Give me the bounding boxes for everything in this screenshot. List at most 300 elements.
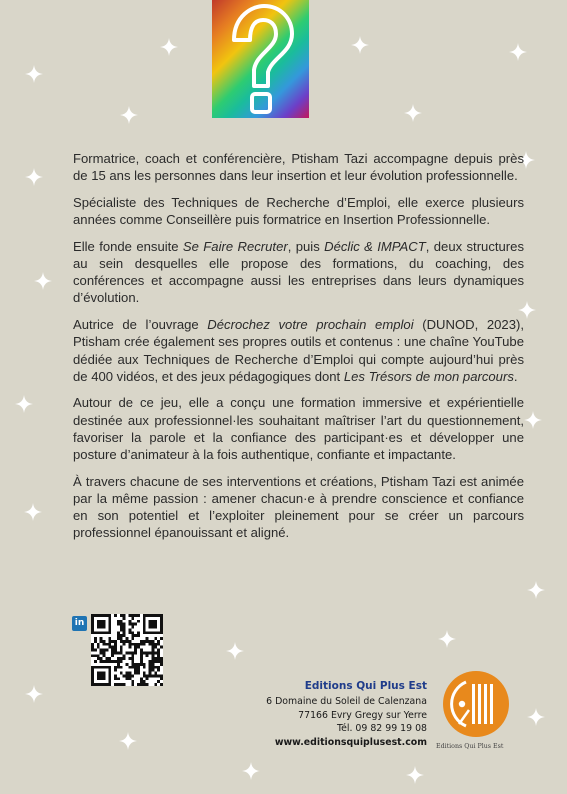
qr-module bbox=[117, 663, 120, 666]
sparkle-icon bbox=[25, 65, 43, 83]
qr-module bbox=[143, 626, 146, 629]
qr-module bbox=[114, 646, 117, 649]
qr-module bbox=[128, 643, 131, 646]
qr-module bbox=[100, 623, 103, 626]
qr-module bbox=[91, 649, 94, 652]
qr-module bbox=[128, 674, 131, 677]
qr-module bbox=[160, 626, 163, 629]
qr-module bbox=[114, 660, 117, 663]
qr-module bbox=[97, 672, 100, 675]
qr-module bbox=[131, 617, 134, 620]
bio-text: . bbox=[513, 368, 518, 384]
qr-module bbox=[137, 663, 140, 666]
qr-module bbox=[100, 620, 103, 623]
qr-module bbox=[157, 614, 160, 617]
qr-module bbox=[91, 683, 94, 686]
publisher-name: Editions Qui Plus Est bbox=[304, 680, 427, 692]
qr-module bbox=[149, 614, 152, 617]
game-title: Les Trésors de mon parcours bbox=[343, 368, 514, 384]
qr-module bbox=[157, 669, 160, 672]
qr-module bbox=[117, 631, 120, 634]
qr-module bbox=[114, 683, 117, 686]
qr-module bbox=[140, 660, 143, 663]
qr-module bbox=[97, 614, 100, 617]
qr-module bbox=[151, 657, 154, 660]
qr-module bbox=[149, 666, 152, 669]
qr-module bbox=[128, 646, 131, 649]
qr-module bbox=[154, 643, 157, 646]
qr-module bbox=[146, 651, 149, 654]
qr-module bbox=[91, 654, 94, 657]
qr-module bbox=[140, 677, 143, 680]
qr-module bbox=[100, 626, 103, 629]
qr-module bbox=[123, 640, 126, 643]
bio-text: (DUNOD, 2023), Ptisham crée également ses propres outils et contenus : une chaîne YouTube dédiée aux Techniques de Recherche d’Emploi qui compte aujourd’hui près de 400 vidéos, et des jeux pédagogiques dont bbox=[73, 317, 524, 384]
qr-module bbox=[157, 657, 160, 660]
sparkle-icon bbox=[438, 630, 456, 648]
qr-module bbox=[105, 643, 108, 646]
qr-module bbox=[120, 657, 123, 660]
qr-module bbox=[134, 643, 137, 646]
qr-module bbox=[154, 657, 157, 660]
qr-module bbox=[97, 643, 100, 646]
qr-module bbox=[91, 646, 94, 649]
bio-text: , puis bbox=[287, 238, 325, 254]
qr-module bbox=[154, 614, 157, 617]
qr-module bbox=[91, 626, 94, 629]
qr-module bbox=[154, 637, 157, 640]
qr-module bbox=[151, 643, 154, 646]
sparkle-icon bbox=[119, 732, 137, 750]
qr-module bbox=[91, 628, 94, 631]
qr-module bbox=[108, 620, 111, 623]
qr-module bbox=[151, 646, 154, 649]
qr-module bbox=[114, 674, 117, 677]
qr-module bbox=[137, 669, 140, 672]
qr-module bbox=[143, 672, 146, 675]
qr-module bbox=[149, 663, 152, 666]
qr-module bbox=[149, 669, 152, 672]
qr-module bbox=[128, 640, 131, 643]
publisher-phone: Tél. 09 82 99 19 08 bbox=[336, 723, 427, 734]
qr-module bbox=[120, 637, 123, 640]
qr-module bbox=[131, 657, 134, 660]
publisher-address-line-1: 6 Domaine du Soleil de Calenzana bbox=[266, 696, 427, 707]
qr-module bbox=[128, 631, 131, 634]
qr-module bbox=[131, 674, 134, 677]
qr-module bbox=[131, 637, 134, 640]
qr-module bbox=[143, 640, 146, 643]
qr-module bbox=[157, 674, 160, 677]
qr-module bbox=[91, 674, 94, 677]
qr-module bbox=[134, 651, 137, 654]
qr-module bbox=[131, 680, 134, 683]
qr-module bbox=[94, 649, 97, 652]
qr-module bbox=[100, 666, 103, 669]
qr-module bbox=[91, 617, 94, 620]
qr-module bbox=[108, 614, 111, 617]
sparkle-icon bbox=[404, 104, 422, 122]
qr-module bbox=[103, 654, 106, 657]
qr-module bbox=[114, 651, 117, 654]
sparkle-icon bbox=[15, 395, 33, 413]
qr-module bbox=[143, 680, 146, 683]
qr-module bbox=[100, 631, 103, 634]
qr-module bbox=[123, 617, 126, 620]
qr-module bbox=[114, 669, 117, 672]
qr-module bbox=[131, 683, 134, 686]
qr-module bbox=[91, 623, 94, 626]
qr-module bbox=[131, 666, 134, 669]
qr-module bbox=[120, 640, 123, 643]
qr-module bbox=[157, 654, 160, 657]
qr-module bbox=[111, 640, 114, 643]
qr-module bbox=[120, 660, 123, 663]
qr-module bbox=[120, 651, 123, 654]
qr-module bbox=[117, 637, 120, 640]
qr-module bbox=[103, 626, 106, 629]
book-title: Décrochez votre prochain emploi bbox=[207, 317, 414, 333]
sparkle-icon bbox=[351, 36, 369, 54]
qr-module bbox=[151, 631, 154, 634]
publisher-website[interactable]: www.editionsquiplusest.com bbox=[274, 736, 427, 748]
qr-module bbox=[128, 651, 131, 654]
qr-module bbox=[143, 617, 146, 620]
bio-text: Autrice de l’ouvrage bbox=[73, 317, 208, 333]
qr-module bbox=[154, 646, 157, 649]
qr-module bbox=[123, 654, 126, 657]
qr-module bbox=[108, 626, 111, 629]
qr-module bbox=[94, 683, 97, 686]
qr-module bbox=[100, 649, 103, 652]
qr-module bbox=[114, 643, 117, 646]
qr-module bbox=[108, 674, 111, 677]
company-name: Déclic & IMPACT bbox=[324, 238, 426, 254]
qr-module bbox=[94, 640, 97, 643]
publisher-info bbox=[266, 680, 427, 749]
qr-module bbox=[131, 614, 134, 617]
qr-module bbox=[131, 654, 134, 657]
qr-module bbox=[143, 620, 146, 623]
qr-module bbox=[151, 660, 154, 663]
qr-module bbox=[91, 614, 94, 617]
qr-module bbox=[131, 634, 134, 637]
qr-module bbox=[111, 660, 114, 663]
qr-module bbox=[146, 640, 149, 643]
qr-module bbox=[160, 614, 163, 617]
qr-module bbox=[97, 654, 100, 657]
qr-module bbox=[108, 646, 111, 649]
qr-module bbox=[94, 637, 97, 640]
qr-module bbox=[154, 631, 157, 634]
qr-module bbox=[160, 637, 163, 640]
qr-module bbox=[94, 660, 97, 663]
qr-module bbox=[140, 651, 143, 654]
sparkle-icon bbox=[527, 708, 545, 726]
qr-module bbox=[97, 677, 100, 680]
qr-module bbox=[105, 614, 108, 617]
qr-module bbox=[97, 657, 100, 660]
qr-module bbox=[100, 657, 103, 660]
sparkle-icon bbox=[524, 411, 542, 429]
qr-module bbox=[111, 649, 114, 652]
qr-module bbox=[128, 677, 131, 680]
question-mark-icon bbox=[212, 0, 309, 118]
qr-module bbox=[97, 646, 100, 649]
qr-module bbox=[151, 640, 154, 643]
qr-module bbox=[108, 643, 111, 646]
qr-module bbox=[143, 631, 146, 634]
qr-module bbox=[151, 626, 154, 629]
qr-module bbox=[126, 651, 129, 654]
qr-module bbox=[146, 637, 149, 640]
qr-module bbox=[100, 677, 103, 680]
qr-module bbox=[140, 683, 143, 686]
qr-module bbox=[123, 631, 126, 634]
qr-module bbox=[154, 660, 157, 663]
qr-module bbox=[146, 631, 149, 634]
qr-module bbox=[105, 657, 108, 660]
qr-module bbox=[114, 640, 117, 643]
qr-module bbox=[143, 614, 146, 617]
qr-module bbox=[160, 631, 163, 634]
qr-module bbox=[149, 620, 152, 623]
qr-module bbox=[157, 631, 160, 634]
qr-module bbox=[123, 643, 126, 646]
qr-module bbox=[103, 674, 106, 677]
qr-module bbox=[108, 637, 111, 640]
qr-module bbox=[103, 643, 106, 646]
qr-module bbox=[160, 620, 163, 623]
bio-paragraph-4 bbox=[73, 316, 524, 385]
qr-module bbox=[108, 617, 111, 620]
sparkle-icon bbox=[160, 38, 178, 56]
qr-module bbox=[137, 620, 140, 623]
qr-module bbox=[91, 677, 94, 680]
qr-module bbox=[120, 649, 123, 652]
publisher-logo-icon bbox=[442, 670, 510, 738]
qr-module bbox=[103, 631, 106, 634]
sparkle-icon bbox=[24, 503, 42, 521]
qr-module bbox=[120, 646, 123, 649]
qr-module bbox=[149, 643, 152, 646]
qr-module bbox=[160, 683, 163, 686]
bio-paragraph-5: Autour de ce jeu, elle a conçu une formation immersive et expérientielle destinée aux professionnel·les souhaitant maîtriser l’art du questionnement, favoriser la parole et la confiance des participant·es et développer une posture d’animateur à la fois authentique, confiante et impactante. bbox=[73, 395, 524, 463]
qr-module bbox=[117, 666, 120, 669]
qr-module bbox=[134, 672, 137, 675]
qr-module bbox=[117, 623, 120, 626]
qr-module bbox=[151, 623, 154, 626]
qr-module bbox=[160, 657, 163, 660]
qr-module bbox=[137, 646, 140, 649]
qr-module bbox=[108, 640, 111, 643]
qr-module bbox=[91, 669, 94, 672]
qr-module bbox=[100, 674, 103, 677]
qr-module bbox=[94, 654, 97, 657]
qr-module bbox=[108, 669, 111, 672]
qr-module bbox=[123, 614, 126, 617]
qr-module bbox=[149, 623, 152, 626]
qr-module bbox=[108, 680, 111, 683]
qr-module bbox=[120, 628, 123, 631]
qr-module bbox=[128, 614, 131, 617]
qr-module bbox=[108, 631, 111, 634]
qr-module bbox=[114, 677, 117, 680]
qr-module bbox=[128, 628, 131, 631]
qr-module bbox=[94, 631, 97, 634]
qr-module bbox=[160, 628, 163, 631]
qr-module bbox=[128, 657, 131, 660]
qr-module bbox=[131, 631, 134, 634]
qr-module bbox=[103, 666, 106, 669]
qr-module bbox=[157, 649, 160, 652]
bio-text: Elle fonde ensuite bbox=[73, 238, 183, 254]
qr-module bbox=[137, 634, 140, 637]
author-biography bbox=[73, 150, 524, 551]
qr-module bbox=[103, 623, 106, 626]
qr-module bbox=[131, 623, 134, 626]
qr-module bbox=[149, 651, 152, 654]
qr-module bbox=[105, 683, 108, 686]
qr-module bbox=[157, 680, 160, 683]
qr-module bbox=[117, 677, 120, 680]
qr-module bbox=[91, 643, 94, 646]
qr-module bbox=[134, 649, 137, 652]
qr-module bbox=[134, 623, 137, 626]
sparkle-icon bbox=[527, 581, 545, 599]
qr-module bbox=[134, 666, 137, 669]
qr-module bbox=[140, 643, 143, 646]
qr-module bbox=[123, 626, 126, 629]
bio-paragraph-1: Formatrice, coach et conférencière, Ptisham Tazi accompagne depuis près de 15 ans les personnes dans leur insertion et leur évolution professionnelle. bbox=[73, 151, 524, 184]
qr-module bbox=[131, 663, 134, 666]
qr-module bbox=[91, 666, 94, 669]
qr-module bbox=[105, 660, 108, 663]
qr-module bbox=[117, 660, 120, 663]
qr-module bbox=[151, 614, 154, 617]
qr-module bbox=[120, 623, 123, 626]
sparkle-icon bbox=[226, 642, 244, 660]
qr-module bbox=[108, 660, 111, 663]
qr-module bbox=[160, 663, 163, 666]
sparkle-icon bbox=[509, 43, 527, 61]
question-mark-graphic bbox=[212, 0, 309, 118]
sparkle-icon bbox=[34, 272, 52, 290]
qr-module bbox=[105, 631, 108, 634]
qr-module bbox=[160, 646, 163, 649]
qr-module bbox=[91, 680, 94, 683]
qr-module bbox=[128, 620, 131, 623]
qr-module bbox=[151, 620, 154, 623]
qr-module bbox=[140, 663, 143, 666]
qr-module bbox=[123, 634, 126, 637]
qr-module bbox=[111, 646, 114, 649]
qr-module bbox=[140, 657, 143, 660]
qr-module bbox=[100, 637, 103, 640]
qr-module bbox=[154, 683, 157, 686]
qr-module bbox=[100, 640, 103, 643]
qr-module bbox=[154, 626, 157, 629]
qr-module bbox=[91, 672, 94, 675]
qr-module bbox=[111, 654, 114, 657]
qr-module bbox=[117, 683, 120, 686]
qr-module bbox=[151, 666, 154, 669]
qr-module bbox=[146, 654, 149, 657]
qr-module bbox=[97, 674, 100, 677]
qr-module bbox=[157, 640, 160, 643]
bio-paragraph-2: Spécialiste des Techniques de Recherche d’Emploi, elle exerce plusieurs années comme Conseillère puis formatrice en Insertion Professionnelle. bbox=[73, 194, 524, 228]
qr-module bbox=[140, 654, 143, 657]
qr-module bbox=[137, 614, 140, 617]
qr-module bbox=[126, 663, 129, 666]
bio-paragraph-3 bbox=[73, 238, 524, 307]
qr-module bbox=[103, 660, 106, 663]
qr-module bbox=[126, 674, 129, 677]
qr-module bbox=[137, 683, 140, 686]
qr-module bbox=[128, 623, 131, 626]
qr-module bbox=[108, 683, 111, 686]
qr-module bbox=[143, 683, 146, 686]
qr-module bbox=[157, 651, 160, 654]
sparkle-icon bbox=[25, 685, 43, 703]
qr-module bbox=[120, 634, 123, 637]
qr-module bbox=[146, 683, 149, 686]
qr-module bbox=[157, 666, 160, 669]
qr-code[interactable] bbox=[91, 614, 163, 686]
qr-module bbox=[108, 677, 111, 680]
qr-module bbox=[143, 623, 146, 626]
sparkle-icon bbox=[25, 168, 43, 186]
qr-module bbox=[114, 649, 117, 652]
qr-module bbox=[97, 626, 100, 629]
qr-module bbox=[134, 669, 137, 672]
qr-module bbox=[94, 614, 97, 617]
bio-text: , deux structures au sein desquelles elle propose des formations, du coaching, des conférences et accompagne aussi les entreprises dans leurs dynamiques d’évolution. bbox=[73, 238, 524, 306]
qr-module bbox=[140, 680, 143, 683]
qr-module bbox=[137, 666, 140, 669]
qr-module bbox=[151, 674, 154, 677]
qr-module bbox=[108, 623, 111, 626]
qr-module bbox=[131, 660, 134, 663]
qr-module bbox=[154, 672, 157, 675]
qr-module bbox=[126, 672, 129, 675]
qr-module bbox=[108, 657, 111, 660]
qr-module bbox=[100, 672, 103, 675]
linkedin-icon[interactable]: in bbox=[72, 616, 87, 631]
qr-module bbox=[120, 683, 123, 686]
qr-module bbox=[120, 626, 123, 629]
qr-module bbox=[105, 649, 108, 652]
qr-module bbox=[146, 674, 149, 677]
qr-module bbox=[154, 651, 157, 654]
qr-module bbox=[97, 666, 100, 669]
qr-module bbox=[131, 626, 134, 629]
qr-module bbox=[103, 683, 106, 686]
qr-module bbox=[131, 643, 134, 646]
qr-module bbox=[149, 640, 152, 643]
qr-module bbox=[134, 663, 137, 666]
qr-module bbox=[108, 666, 111, 669]
qr-module bbox=[103, 649, 106, 652]
qr-module bbox=[143, 628, 146, 631]
qr-module bbox=[117, 634, 120, 637]
qr-module bbox=[157, 643, 160, 646]
company-name: Se Faire Recruter bbox=[182, 238, 288, 254]
qr-module bbox=[151, 649, 154, 652]
qr-module bbox=[94, 666, 97, 669]
qr-module bbox=[134, 634, 137, 637]
qr-module bbox=[120, 672, 123, 675]
